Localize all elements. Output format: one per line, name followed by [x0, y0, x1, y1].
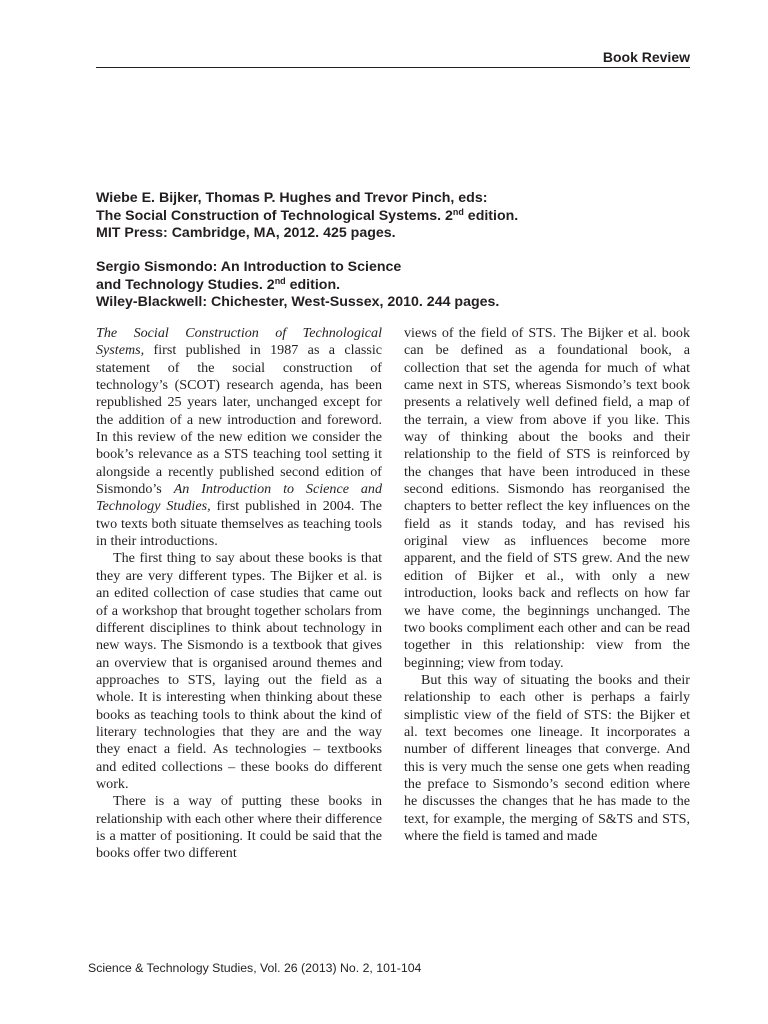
paragraph-3: There is a way of putting these books in relationship with each other where their difference is a matter of positioning. It could be said that the books offer two different — [96, 793, 382, 862]
book-2-publisher: Wiley-Blackwell: Chichester, West-Sussex, 2010. 244 pages. — [96, 294, 500, 310]
body-column-right — [404, 325, 690, 845]
header-rule — [96, 67, 690, 68]
book-citation-1 — [96, 190, 696, 243]
book-citation-2 — [96, 259, 696, 312]
paragraph-4: But this way of situating the books and their relationship to each other is perhaps a fairly simplistic view of the field of STS: the Bijker et al. text becomes one lineage. It incorporates a number of different lineages that converge. And this is very much the sense one gets when reading the preface to Sismondo’s second edition where he discusses the changes that he has made to the text, for example, the merging of S&TS and STS, where the field is tamed and made — [404, 671, 690, 844]
book-1-publisher: MIT Press: Cambridge, MA, 2012. 425 pages. — [96, 225, 396, 241]
section-label: Book Review — [602, 49, 690, 65]
book-2-title: and Technology Studies. 2nd edition. — [96, 275, 341, 293]
paragraph-3-continued: views of the field of STS. The Bijker et al. book can be defined as a foundational book, a collection that set the agenda for much of what came next in STS, whereas Sismondo’s text book presents a relatively well defined field, a map of the terrain, a view from above if you like. This way of thinking about the books and their relationship to the field of STS is reinforced by the changes that have been introduced in these second editions. Sismondo has reorganised the chapters to better reflect the key influences on the field as it stands today, and has revised his original view as influences become more apparent, and the field of STS grew. And the new edition of Bijker et al., with only a new introduction, looks back and reflects on how far we have come, the beginnings unchanged. The two books compliment each other and can be read together in this relationship: view from the beginning; view from today. — [404, 325, 690, 671]
journal-citation: Science & Technology Studies, Vol. 26 (2013) No. 2, 101-104 — [88, 961, 422, 975]
book-2-authors: Sergio Sismondo: An Introduction to Science — [96, 259, 402, 275]
book-1-authors: Wiebe E. Bijker, Thomas P. Hughes and Trevor Pinch, eds: — [96, 190, 488, 206]
paragraph-1: The Social Construction of Technological Systems, first published in 1987 as a classic statement of the social construction of technology’s (SCOT) research agenda, has been republished 25 years later, unchanged except for the addition of a new introduction and foreword. In this review of the new edition we consider the book’s relevance as a STS teaching tool setting it alongside a recently published second edition of Sismondo’s An Introduction to Science and Technology Studies, first published in 2004. The two texts both situate themselves as teaching tools in their introductions. — [96, 325, 382, 550]
book-1-title: The Social Construction of Technological Systems. 2nd edition. — [96, 206, 519, 224]
paragraph-2: The first thing to say about these books is that they are very different types. The Bijker et al. is an edited collection of case studies that came out of a workshop that brought together scholars from different disciplines to think about technology in new ways. The Sismondo is a textbook that gives an overview that is organised around themes and approaches to STS, laying out the field as a whole. It is interesting when thinking about these books as teaching tools to think about the kind of literary technologies that they are and the way they enact a field. As technologies – textbooks and edited collections – these books do different work. — [96, 550, 382, 792]
body-column-left — [96, 325, 382, 863]
